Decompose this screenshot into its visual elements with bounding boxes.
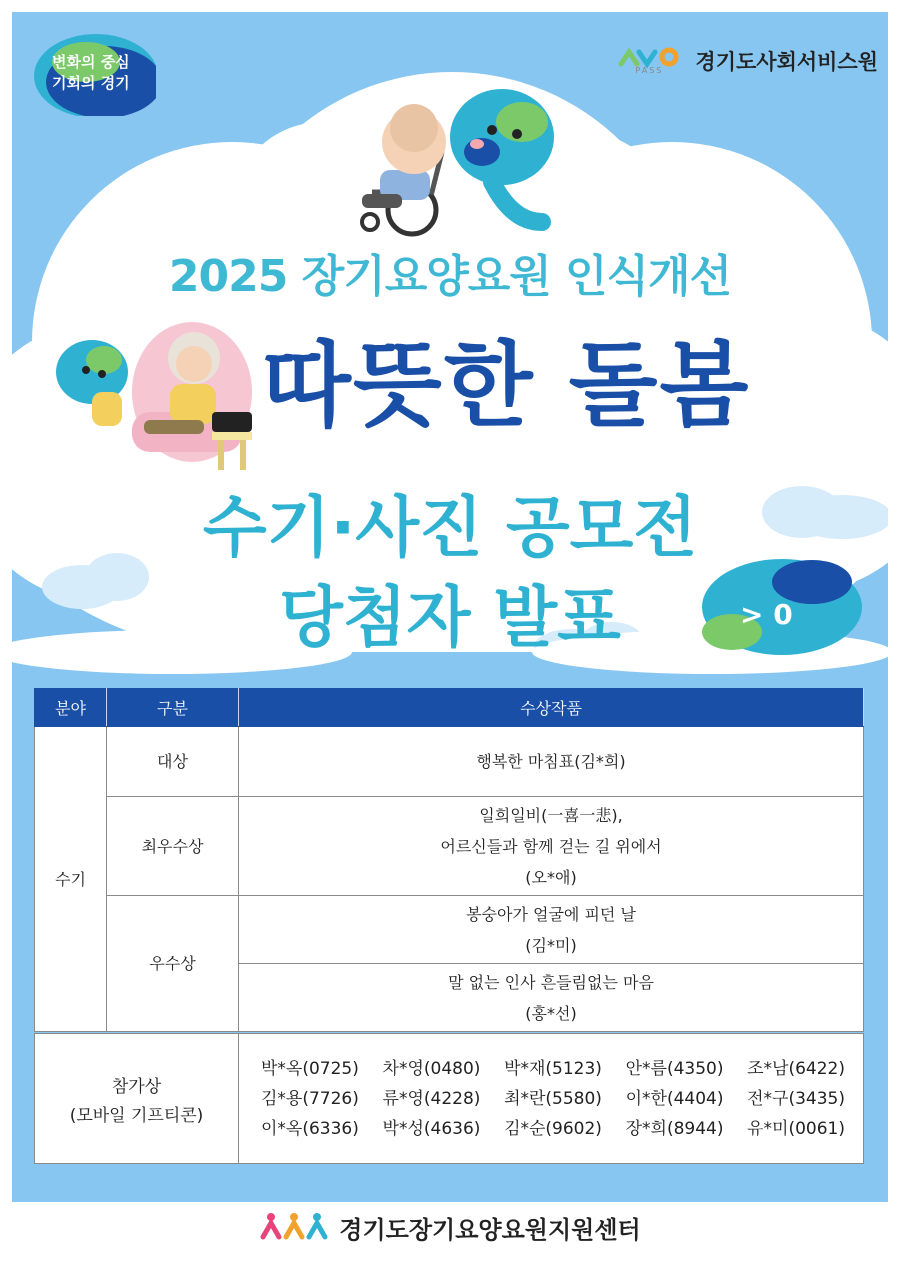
work-line: 일희일비(一喜一悲), <box>479 805 623 825</box>
winner-name: 유*미(0061) <box>747 1118 845 1139</box>
name-row <box>239 1114 863 1144</box>
work-line: (김*미) <box>525 935 577 955</box>
work-cell <box>239 727 864 797</box>
participation-names-cell <box>239 1034 864 1164</box>
slogan-text <box>52 52 130 94</box>
winner-name: 이*한(4404) <box>625 1088 724 1109</box>
winner-name: 김*순(9602) <box>504 1118 602 1139</box>
winner-name: 류*영(4228) <box>382 1088 481 1109</box>
name-row <box>239 1054 863 1084</box>
pass-logo <box>617 44 687 78</box>
slogan-line2: 기회의 경기 <box>52 74 130 92</box>
work-line: 행복한 마침표(김*희) <box>476 752 626 771</box>
work-line: (오*애) <box>525 867 577 887</box>
work-cell <box>239 896 864 964</box>
work-cell <box>239 797 864 896</box>
awards-header-row <box>35 689 864 727</box>
title-line4: 당첨자 발표 <box>279 579 621 656</box>
title-line2: 따뜻한 돌봄 <box>262 332 751 439</box>
footer-org-name: 경기도장기요양요원지원센터 <box>339 1215 641 1244</box>
grade-cell: 우수상 <box>107 896 239 1032</box>
winner-name: 박*성(4636) <box>382 1118 481 1139</box>
winner-name: 박*옥(0725) <box>261 1058 359 1079</box>
title-line1: 2025 장기요양요원 인식개선 <box>168 251 732 302</box>
pass-text: PASS <box>635 66 664 75</box>
winner-name: 김*용(7726) <box>261 1088 359 1109</box>
winner-name: 박*재(5123) <box>504 1058 602 1079</box>
winner-name: 안*름(4350) <box>625 1058 724 1079</box>
work-line: 말 없는 인사 흔들림없는 마음 <box>448 972 654 992</box>
winner-name: 장*희(8944) <box>625 1118 724 1139</box>
svg-text:> 0: > 0 <box>740 598 793 631</box>
table-row <box>35 797 864 896</box>
name-row <box>239 1084 863 1114</box>
org-top-name: 경기도사회서비스원 <box>695 50 878 74</box>
slogan-line1: 변화의 중심 <box>52 53 130 71</box>
participation-row <box>35 1034 864 1164</box>
footer-org <box>12 1209 888 1245</box>
winner-name: 차*영(0480) <box>382 1058 481 1079</box>
grade-cell: 최우수상 <box>107 797 239 896</box>
category-cell: 수기 <box>35 727 107 1032</box>
header-works: 수상작품 <box>239 689 864 727</box>
winner-name: 이*옥(6336) <box>261 1118 359 1139</box>
participation-label-cell <box>35 1034 239 1164</box>
poster <box>12 12 888 1261</box>
work-line: (홍*선) <box>525 1003 577 1023</box>
title-line3: 수기·사진 공모전 <box>202 489 698 566</box>
participation-sublabel: (모바일 기프티콘) <box>69 1105 204 1126</box>
center-logo-icon <box>259 1209 329 1245</box>
header-grade: 구분 <box>107 689 239 727</box>
work-line: 봉숭아가 얼굴에 피던 날 <box>466 904 636 924</box>
wheelchair-illustration <box>342 82 572 242</box>
work-cell <box>239 964 864 1032</box>
winner-name: 최*란(5580) <box>504 1088 602 1109</box>
winner-name: 전*구(3435) <box>747 1088 845 1109</box>
awards-table <box>34 688 864 1032</box>
header-field: 분야 <box>35 689 107 727</box>
table-row <box>35 727 864 797</box>
table-row <box>35 896 864 964</box>
participation-table <box>34 1033 864 1164</box>
sofa-illustration <box>52 312 262 472</box>
winner-name: 조*남(6422) <box>747 1058 845 1079</box>
grade-cell: 대상 <box>107 727 239 797</box>
participation-label: 참가상 <box>111 1076 162 1097</box>
org-top-logo <box>617 44 878 78</box>
work-line: 어르신들과 함께 걷는 길 위에서 <box>440 836 662 856</box>
